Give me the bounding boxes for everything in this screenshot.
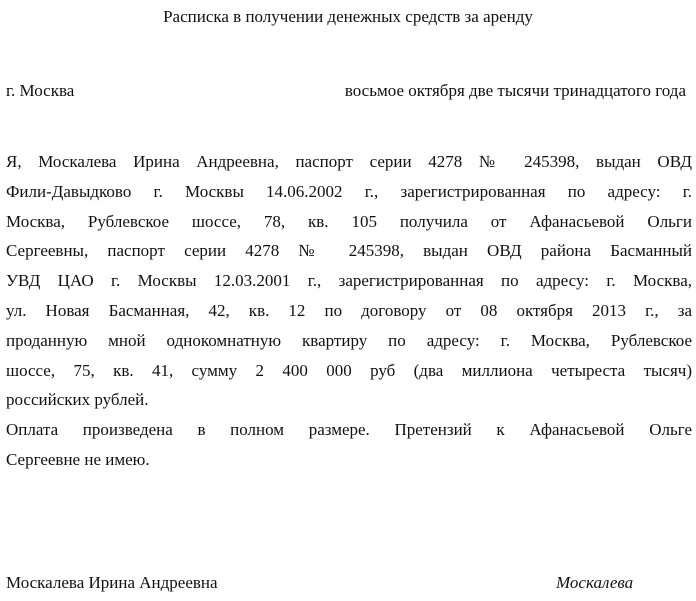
signer-name: Москалева Ирина Андреевна bbox=[6, 573, 218, 592]
text-line: российских рублей. bbox=[6, 390, 149, 410]
receipt-body bbox=[6, 147, 692, 475]
text-line: Я, Москалева Ирина Андреевна, паспорт серии 4278 № 245398, выдан ОВД bbox=[6, 152, 692, 171]
place: г. Москва bbox=[6, 81, 75, 100]
paragraph-payment bbox=[6, 415, 692, 475]
text-line: Москва, Рублевское шоссе, 78, кв. 105 получила от Афанасьевой Ольги bbox=[6, 211, 692, 231]
text-line: ул. Новая Басманная, 42, кв. 12 по договору от 08 октября 2013 г., за bbox=[6, 300, 692, 320]
signature: Москалева bbox=[556, 573, 634, 592]
document-title: Расписка в получении денежных средств за аренду bbox=[163, 7, 533, 26]
text-line: УВД ЦАО г. Москвы 12.03.2001 г., зарегистрированная по адресу: г. Москва, bbox=[6, 271, 692, 291]
paragraph-main bbox=[6, 147, 692, 415]
text-line: шоссе, 75, кв. 41, сумму 2 400 000 руб (два миллиона четыреста тысяч) bbox=[6, 360, 692, 380]
text-line: Сергеевне не имею. bbox=[6, 449, 150, 469]
text-line: Сергеевны, паспорт серии 4278 № 245398, выдан ОВД района Басманный bbox=[6, 241, 692, 261]
text-line: Оплата произведена в полном размере. Претензий к Афанасьевой Ольге bbox=[6, 420, 692, 440]
date: восьмое октября две тысячи тринадцатого года bbox=[344, 81, 686, 100]
place-date-row bbox=[6, 79, 686, 103]
text-line: проданную мной однокомнатную квартиру по адресу: г. Москва, Рублевское bbox=[6, 330, 692, 350]
text-line: Фили-Давыдково г. Москвы 14.06.2002 г., зарегистрированная по адресу: г. bbox=[6, 181, 692, 201]
